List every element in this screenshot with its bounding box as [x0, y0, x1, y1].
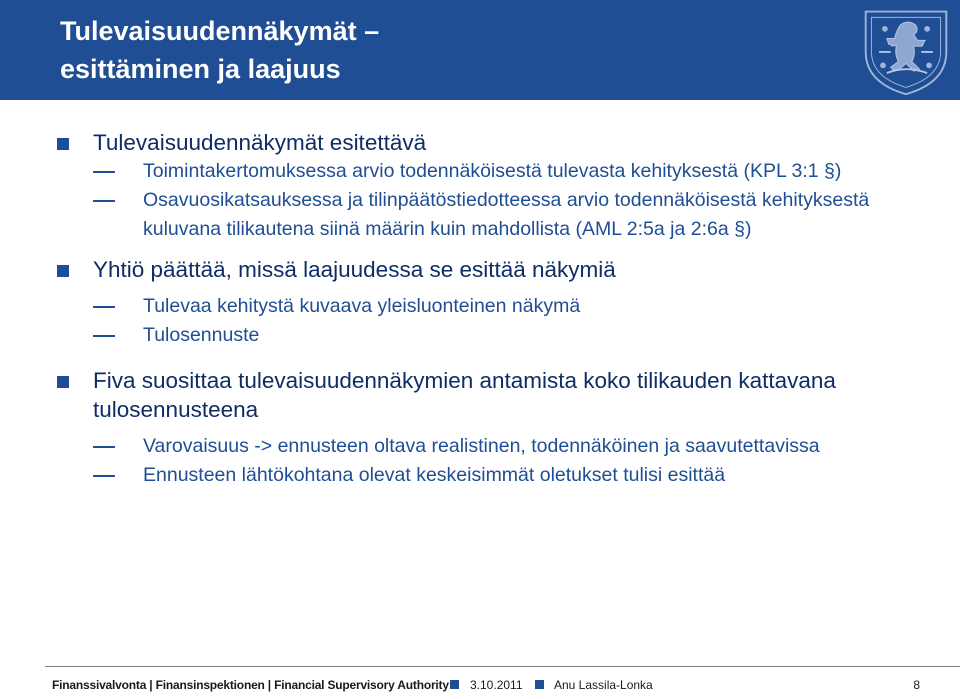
sub-bullet-text: Osavuosikatsauksessa ja tilinpäätöstiedotteessa arvio todennäköisestä kehityksestä kuluvana tilikautena siinä määrin kuin mahdollista (AML 2:5a ja 2:6a §): [143, 189, 870, 240]
footer-author: Anu Lassila-Lonka: [554, 678, 653, 692]
sub-bullet-item: [143, 321, 930, 350]
footer-date: 3.10.2011: [470, 678, 523, 692]
dash-icon: [93, 200, 115, 202]
page-number: 8: [913, 678, 920, 692]
sub-bullet-item: [143, 461, 930, 490]
bullet-text: Yhtiö päättää, missä laajuudessa se esittää näkymiä: [93, 257, 616, 282]
sub-bullet-item: [143, 186, 930, 244]
sub-bullet-text: Tulevaa kehitystä kuvaava yleisluonteinen näkymä: [143, 295, 581, 317]
sub-bullet-item: [143, 292, 930, 321]
slide-footer: [52, 676, 932, 694]
bullet-item: [93, 255, 920, 284]
bullet-item: [93, 128, 920, 157]
square-bullet-icon: [57, 138, 69, 150]
slide-title-line-1: Tulevaisuudennäkymät –: [60, 16, 380, 46]
sub-bullet-item: [143, 157, 930, 186]
slide-title: [60, 12, 379, 88]
slide-header: [0, 0, 960, 100]
dash-icon: [93, 335, 115, 337]
sub-bullet-item: [143, 432, 930, 461]
square-bullet-icon: [450, 680, 459, 689]
sub-bullet-text: Toimintakertomuksessa arvio todennäköisestä tulevasta kehityksestä (KPL 3:1 §): [143, 160, 842, 182]
bullet-text: Fiva suosittaa tulevaisuudennäkymien antamista koko tilikauden kattavana tulosennusteena: [93, 368, 836, 422]
dash-icon: [93, 306, 115, 308]
bullet-item: [93, 366, 920, 424]
footer-divider: [45, 666, 960, 667]
square-bullet-icon: [535, 680, 544, 689]
slide-title-line-2: esittäminen ja laajuus: [60, 54, 341, 84]
footer-organization: Finanssivalvonta | Finansinspektionen | Financial Supervisory Authority: [52, 678, 449, 692]
dash-icon: [93, 475, 115, 477]
square-bullet-icon: [57, 376, 69, 388]
sub-bullet-text: Tulosennuste: [143, 324, 260, 346]
dash-icon: [93, 171, 115, 173]
sub-bullet-text: Varovaisuus -> ennusteen oltava realistinen, todennäköinen ja saavutettavissa: [143, 435, 820, 457]
lion-crest-icon: [858, 2, 954, 98]
bullet-text: Tulevaisuudennäkymät esitettävä: [93, 130, 427, 155]
sub-bullet-text: Ennusteen lähtökohtana olevat keskeisimmät oletukset tulisi esittää: [143, 464, 726, 486]
slide-body: [0, 128, 960, 490]
dash-icon: [93, 446, 115, 448]
square-bullet-icon: [57, 265, 69, 277]
